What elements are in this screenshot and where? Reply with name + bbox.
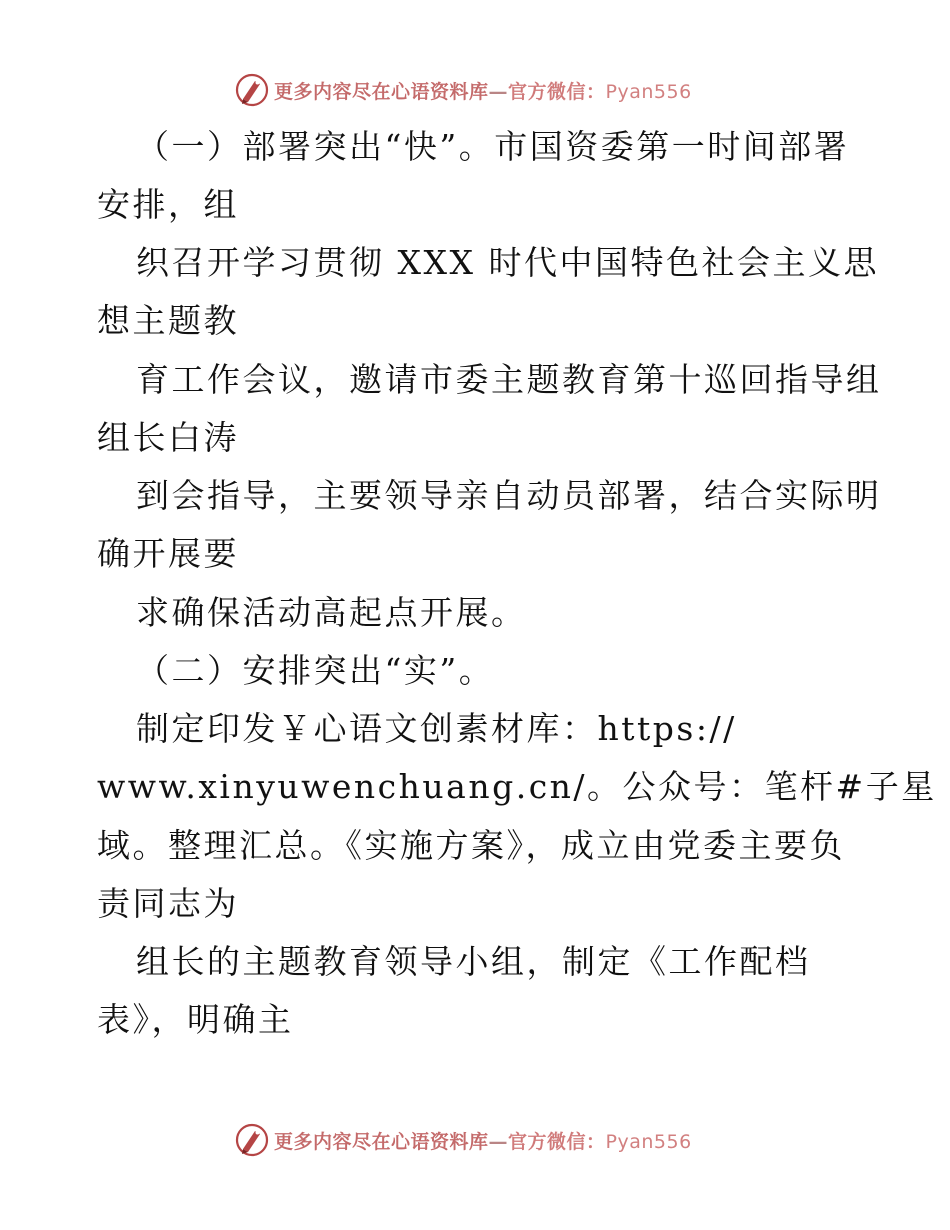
header-watermark [234, 72, 692, 108]
body-line: 安排，组 [97, 185, 239, 224]
watermark-main-text: 更多内容尽在心语资料库 [274, 80, 489, 103]
body-line: 求确保活动高起点开展。 [136, 593, 527, 632]
body-line: 制定印发￥心语文创素材库：https:// [136, 709, 737, 748]
body-line: 育工作会议，邀请市委主题教育第十巡回指导组 [136, 360, 882, 399]
pen-logo-icon [234, 72, 270, 108]
body-line: www.xinyuwenchuang.cn/。公众号：笔杆#子星 [97, 767, 937, 806]
body-line: 织召开学习贯彻 XXX 时代中国特色社会主义思 [136, 243, 879, 282]
body-line: 表》，明确主 [97, 1000, 294, 1039]
watermark-official-label: 官方微信： [508, 80, 606, 103]
body-line: 到会指导，主要领导亲自动员部署，结合实际明 [136, 476, 882, 515]
watermark-dash: — [488, 1130, 509, 1153]
watermark-wechat-id: Pyan556 [605, 1130, 692, 1153]
watermark-dash: — [488, 80, 509, 103]
footer-watermark [234, 1122, 692, 1158]
body-line: 域。整理汇总。《实施方案》，成立由党委主要负 [97, 826, 845, 865]
watermark-main-text: 更多内容尽在心语资料库 [274, 1130, 489, 1153]
body-line: （二）安排突出“实”。 [136, 651, 495, 690]
body-line: 确开展要 [97, 534, 239, 573]
body-line: 组长白涛 [97, 418, 239, 457]
body-line: 想主题教 [97, 301, 239, 340]
watermark-official-label: 官方微信： [508, 1130, 606, 1153]
body-line: 责同志为 [97, 884, 239, 923]
body-line: 组长的主题教育领导小组，制定《工作配档 [136, 942, 811, 981]
watermark-wechat-id: Pyan556 [605, 80, 692, 103]
pen-logo-icon [234, 1122, 270, 1158]
body-line: （一）部署突出“快”。市国资委第一时间部署 [136, 127, 850, 166]
